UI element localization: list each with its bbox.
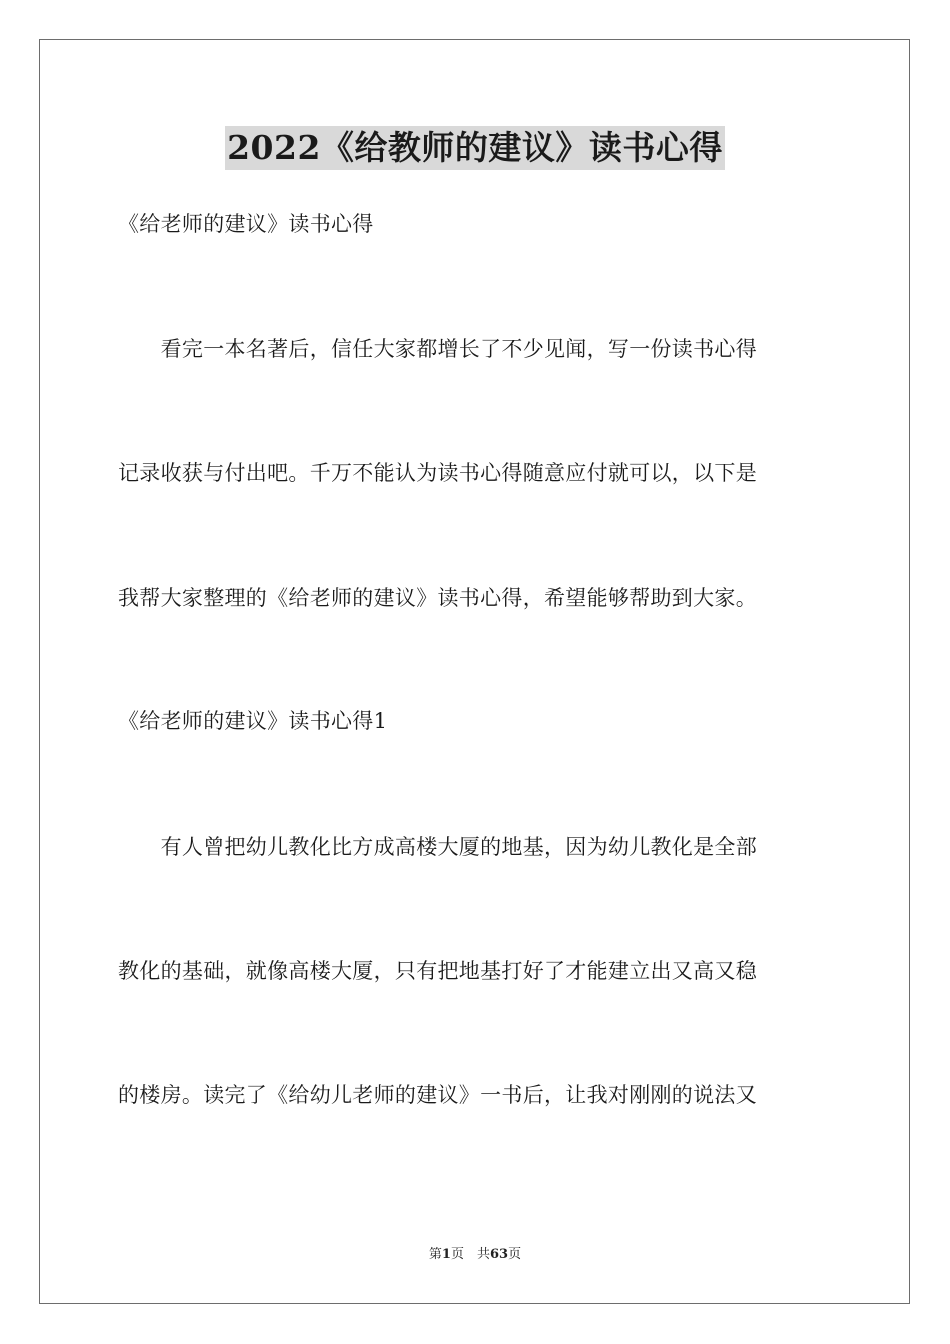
paragraph-line: 记录收获与付出吧。千万不能认为读书心得随意应付就可以，以下是 — [118, 461, 757, 485]
current-page-number: 1 — [441, 1247, 451, 1262]
title-container — [0, 126, 950, 170]
subtitle-line: 《给老师的建议》读书心得 — [118, 212, 374, 236]
footer-suffix: 页 — [508, 1247, 522, 1262]
paragraph-line: 我帮大家整理的《给老师的建议》读书心得，希望能够帮助到大家。 — [118, 586, 757, 610]
paragraph-line: 教化的基础，就像高楼大厦，只有把地基打好了才能建立出又高又稳 — [118, 959, 757, 983]
total-pages-number: 63 — [489, 1247, 509, 1262]
paragraph-line: 看完一本名著后，信任大家都增长了不少见闻，写一份读书心得 — [118, 337, 757, 361]
document-title: 2022《给教师的建议》读书心得 — [225, 126, 725, 170]
footer-middle: 页 共 — [450, 1247, 490, 1262]
section-heading: 《给老师的建议》读书心得1 — [118, 709, 388, 733]
footer-prefix: 第 — [428, 1247, 442, 1262]
paragraph-line: 有人曾把幼儿教化比方成高楼大厦的地基，因为幼儿教化是全部 — [118, 835, 757, 859]
paragraph-line: 的楼房。读完了《给幼儿老师的建议》一书后，让我对刚刚的说法又 — [118, 1083, 757, 1107]
page-footer — [0, 1246, 950, 1264]
